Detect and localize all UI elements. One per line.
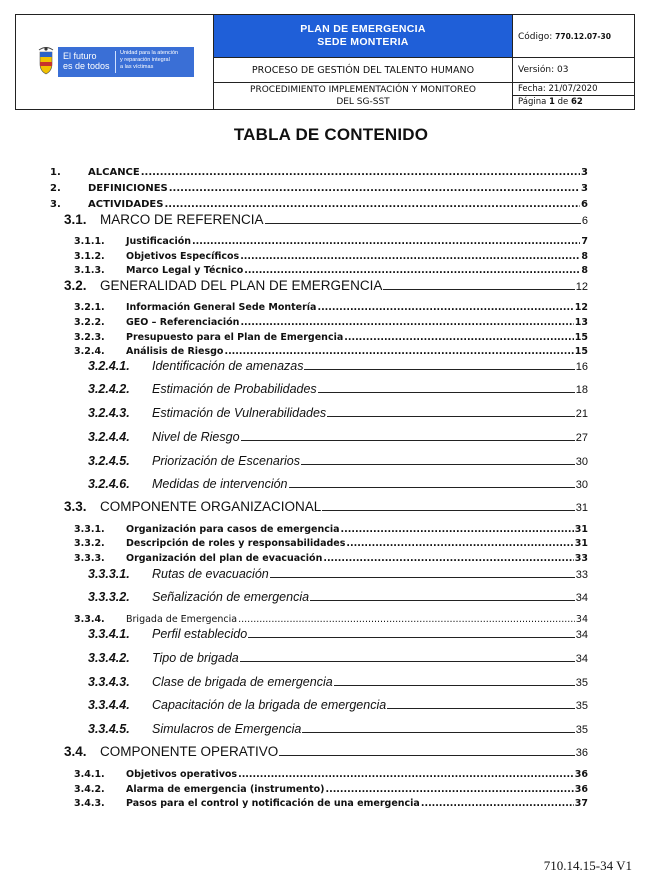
toc-leader [301,464,575,465]
process-name: PROCESO DE GESTIÓN DEL TALENTO HUMANO [214,58,512,83]
toc-label: Información General Sede Montería [126,302,317,313]
toc-title: TABLA DE CONTENIDO [233,125,429,144]
toc-leader [302,732,574,733]
toc-page: 34 [575,592,588,604]
code-label: Código: [518,32,553,42]
toc-leader [244,265,580,276]
toc-number: 3.2.4.4. [88,430,130,444]
toc-leader [387,708,575,709]
logo-slogan-line2: es de todos [63,61,110,71]
toc-leader [279,755,574,756]
toc-label: Marco Legal y Técnico [126,265,244,276]
toc-entry[interactable] [88,382,588,396]
institution-logo [34,44,194,80]
toc-label: Brigada de Emergencia [126,614,238,625]
toc-leader [421,798,574,809]
toc-leader [238,614,575,625]
toc-entry[interactable] [64,278,588,293]
toc-page: 7 [581,236,588,247]
toc-leader [164,199,580,210]
colombia-coat-of-arms-icon [36,46,56,76]
page-current: 1 [549,97,555,107]
document-version [513,58,635,83]
toc-entry[interactable] [88,477,588,491]
toc-entry[interactable] [88,567,588,581]
toc-label: COMPONENTE ORGANIZACIONAL [100,499,322,514]
toc-entry[interactable] [74,332,588,343]
toc-entry[interactable] [74,251,588,262]
toc-number: 3.2.2. [74,317,105,328]
plan-title-cell [214,15,512,58]
toc-number: 3.2.4.2. [88,382,130,396]
toc-page: 15 [574,346,588,357]
toc-label: Medidas de intervención [152,477,288,491]
toc-leader [383,289,574,290]
toc-label: Perfil establecido [152,627,248,641]
toc-label: ACTIVIDADES [88,199,164,210]
toc-page: 33 [575,569,588,581]
toc-number: 3.3.4.4. [88,698,130,712]
toc-leader [192,236,580,247]
toc-number: 3.3.3.2. [88,590,130,604]
toc-entry[interactable] [88,627,588,641]
toc-number: 3.4.2. [74,784,105,795]
toc-entry[interactable] [64,744,588,759]
toc-number: 3. [50,199,61,210]
toc-number: 3.3.3.1. [88,567,130,581]
toc-label: Alarma de emergencia (instrumento) [126,784,325,795]
toc-leader [238,769,574,780]
toc-leader [169,183,580,194]
toc-page: 37 [574,798,588,809]
toc-leader [325,784,573,795]
toc-number: 3.4.1. [74,769,105,780]
toc-entry[interactable] [74,553,588,564]
toc-entry[interactable] [50,183,588,194]
toc-number: 3.2.1. [74,302,105,313]
toc-entry[interactable] [74,784,588,795]
toc-number: 3.3.3. [74,553,105,564]
toc-label: Justificación [126,236,192,247]
code-value: 770.12.07-30 [555,32,611,41]
toc-label: Clase de brigada de emergencia [152,675,333,689]
toc-label: GENERALIDAD DEL PLAN DE EMERGENCIA [100,278,383,293]
toc-label: Rutas de evacuación [152,567,269,581]
toc-entry[interactable] [88,406,588,420]
logo-cell [16,15,214,109]
toc-leader [318,392,575,393]
toc-entry[interactable] [64,212,588,227]
toc-entry[interactable] [74,798,588,809]
toc-entry[interactable] [88,698,588,712]
toc-label: ALCANCE [88,167,140,178]
logo-divider [115,51,116,73]
toc-leader [317,302,573,313]
logo-banner [58,47,194,77]
toc-number: 3.1.3. [74,265,105,276]
toc-leader [323,553,573,564]
toc-entry[interactable] [88,590,588,604]
toc-page: 30 [575,456,588,468]
toc-entry[interactable] [74,236,588,247]
toc-page: 34 [575,614,588,625]
toc-page: 8 [581,251,588,262]
toc-leader [270,577,575,578]
document-metadata [512,15,635,109]
toc-page: 6 [581,215,588,227]
toc-number: 3.3.4. [74,614,105,625]
toc-label: Organización del plan de evacuación [126,553,323,564]
toc-label: Señalización de emergencia [152,590,310,604]
date-label: Fecha: [518,84,546,94]
toc-number: 3.2.4.5. [88,454,130,468]
toc-leader [265,223,581,224]
toc-label: Análisis de Riesgo [126,346,224,357]
toc-label: Estimación de Vulnerabilidades [152,406,327,420]
toc-label: Objetivos operativos [126,769,238,780]
toc-label: Identificación de amenazas [152,359,304,373]
toc-entry[interactable] [74,265,588,276]
toc-leader [346,538,573,549]
logo-slogan-line1: El futuro [63,51,97,61]
toc-leader [304,369,574,370]
toc-page: 3 [581,183,588,194]
plan-title: PLAN DE EMERGENCIA [300,23,426,35]
toc-entry[interactable] [74,524,588,535]
toc-leader [334,685,575,686]
toc-entry[interactable] [74,302,588,313]
toc-number: 3.3.4.1. [88,627,130,641]
toc-entry[interactable] [64,499,588,514]
toc-number: 3.2.3. [74,332,105,343]
toc-number: 3.4. [64,744,87,759]
footer-document-code: 710.14.15-34 V1 [543,858,632,873]
toc-leader [141,167,580,178]
toc-number: 3.3.4.2. [88,651,130,665]
toc-leader [241,440,575,441]
document-code [513,15,635,58]
toc-leader [248,637,575,638]
toc-page: 35 [575,724,588,736]
version-label: Versión: [518,65,555,75]
procedure-name-cell [214,83,512,109]
toc-number: 3.3.4.5. [88,722,130,736]
toc-leader [240,251,580,262]
logo-entity-line1: Unidad para la atención [120,50,179,56]
toc-page: 12 [574,302,588,313]
toc-page: 35 [575,677,588,689]
toc-leader [310,600,575,601]
toc-entry[interactable] [50,167,588,178]
procedure-line1: PROCEDIMIENTO IMPLEMENTACIÓN Y MONITOREO [250,85,476,95]
toc-label: MARCO DE REFERENCIA [100,212,264,227]
toc-page: 31 [575,502,588,514]
toc-page: 21 [575,408,588,420]
page-total: 62 [570,97,583,107]
toc-page: 15 [574,332,588,343]
document-date [513,83,635,96]
toc-number: 3.4.3. [74,798,105,809]
toc-number: 3.3.1. [74,524,105,535]
toc-page: 3 [581,167,588,178]
toc-label: DEFINICIONES [88,183,168,194]
logo-entity-line3: a las víctimas [120,64,154,70]
page-label: Página [518,97,547,107]
toc-label: Presupuesto para el Plan de Emergencia [126,332,344,343]
toc-entry[interactable] [88,359,588,373]
toc-number: 3.2. [64,278,87,293]
toc-entry[interactable] [88,430,588,444]
document-header [15,14,635,110]
toc-number: 3.1.1. [74,236,105,247]
toc-page: 31 [574,538,588,549]
toc-number: 3.3.4.3. [88,675,130,689]
toc-label: COMPONENTE OPERATIVO [100,744,279,759]
toc-page: 36 [574,784,588,795]
toc-label: GEO – Referenciación [126,317,240,328]
logo-entity-line2: y reparación integral [120,57,170,63]
toc-entry[interactable] [74,614,588,625]
toc-page: 8 [581,265,588,276]
toc-page: 27 [575,432,588,444]
toc-leader [344,332,574,343]
toc-label: Descripción de roles y responsabilidades [126,538,346,549]
toc-label: Tipo de brigada [152,651,239,665]
procedure-line2: DEL SG-SST [336,97,390,107]
toc-number: 3.1. [64,212,87,227]
toc-label: Nivel de Riesgo [152,430,240,444]
toc-label: Capacitación de la brigada de emergencia [152,698,387,712]
toc-entry[interactable] [74,538,588,549]
toc-page: 34 [575,629,588,641]
toc-number: 3.3.2. [74,538,105,549]
page-number [513,96,635,109]
toc-number: 3.2.4.6. [88,477,130,491]
toc-leader [240,317,573,328]
toc-leader [327,416,575,417]
toc-number: 2. [50,183,61,194]
toc-entry[interactable] [88,722,588,736]
toc-number: 3.1.2. [74,251,105,262]
date-value: 21/07/2020 [548,84,598,94]
toc-label: Objetivos Específicos [126,251,240,262]
page-of-label: de [557,97,569,107]
toc-number: 3.2.4.1. [88,359,130,373]
toc-number: 3.2.4. [74,346,105,357]
toc-page: 16 [575,361,588,373]
version-value: 03 [557,65,569,75]
toc-page: 12 [575,281,588,293]
toc-page: 13 [574,317,588,328]
toc-label: Simulacros de Emergencia [152,722,302,736]
toc-page: 34 [575,653,588,665]
toc-page: 18 [575,384,588,396]
toc-leader [322,510,574,511]
toc-page: 6 [581,199,588,210]
toc-number: 1. [50,167,61,178]
toc-entry[interactable] [88,651,588,665]
toc-leader [289,487,575,488]
toc-leader [240,661,575,662]
toc-entry[interactable] [74,769,588,780]
toc-entry[interactable] [50,199,588,210]
toc-page: 30 [575,479,588,491]
logo-entity-name [120,50,192,71]
toc-page: 35 [575,700,588,712]
toc-number: 3.3. [64,499,87,514]
toc-page: 36 [575,747,588,759]
toc-label: Estimación de Probabilidades [152,382,317,396]
toc-label: Organización para casos de emergencia [126,524,340,535]
toc-leader [224,346,573,357]
toc-number: 3.2.4.3. [88,406,130,420]
toc-page: 31 [574,524,588,535]
toc-leader [341,524,574,535]
toc-label: Pasos para el control y notificación de una emergencia [126,798,420,809]
toc-label: Priorización de Escenarios [152,454,300,468]
plan-subtitle: SEDE MONTERIA [317,36,409,48]
toc-entry[interactable] [88,675,588,689]
toc-page: 36 [574,769,588,780]
toc-entry[interactable] [88,454,588,468]
toc-entry[interactable] [74,317,588,328]
logo-slogan [63,51,110,71]
toc-page: 33 [574,553,588,564]
toc-entry[interactable] [74,346,588,357]
